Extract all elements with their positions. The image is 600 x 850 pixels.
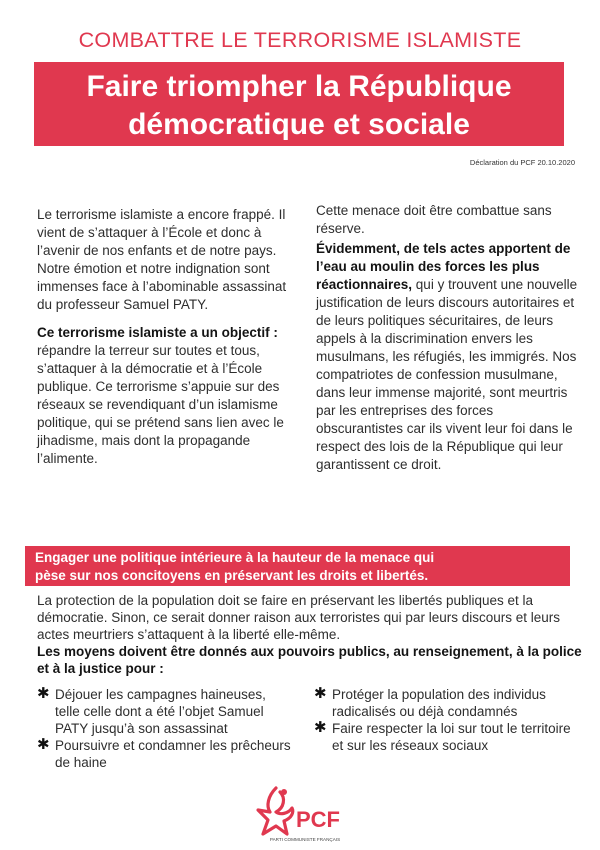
right-column	[316, 202, 578, 474]
policy-banner-line-1: Engager une politique intérieure à la hauteur de la menace qui	[35, 550, 435, 565]
measures-right	[314, 686, 576, 754]
measure-text: Déjouer les campagnes haineuses, telle celle dont a été l’objet Samuel PATY jusqu’à son assassinat	[55, 687, 266, 736]
measures-left	[37, 686, 292, 771]
declaration-date: Déclaration du PCF 20.10.2020	[469, 158, 575, 167]
paragraph-objective	[37, 324, 287, 468]
star-icon	[258, 788, 293, 834]
policy-banner-line-2: pèse sur nos concitoyens en préservant les droits et libertés.	[35, 568, 429, 583]
reactionary-text: qui y trouvent une nouvelle justification de leurs discours autoritaires et de leurs politiques sécuritaires, de leurs appels à la discrimination envers les musulmans, les réfugiés, les immigrés. Nos compatriotes de confession musulmane, dans leur immense majorité, sont meurtris par les entreprises des forces obscurantistes car ils vivent leur foi dans le respect des lois de la République qui leur garantissent ce droit.	[316, 277, 578, 472]
measure-item	[37, 737, 292, 771]
headline-banner	[34, 62, 564, 146]
policy-banner	[25, 546, 570, 586]
measure-item	[314, 720, 576, 754]
pcf-logo	[250, 782, 360, 844]
asterisk-bullet-icon: ✱	[314, 685, 327, 702]
asterisk-bullet-icon: ✱	[314, 719, 327, 736]
paragraph-attack: Le terrorisme islamiste a encore frappé. Il vient de s’attaquer à l’École et donc à l’avenir de nos enfants et de notre pays. Notre émotion et notre indignation sont immenses face à l’abominable assassinat du professeur Samuel PATY.	[37, 207, 287, 312]
headline-line-2: démocratique et sociale	[128, 108, 470, 141]
paragraph-reactionary	[316, 240, 578, 474]
paragraph-threat: Cette menace doit être combattue sans réserve.	[316, 203, 552, 236]
measure-text: Faire respecter la loi sur tout le territoire et sur les réseaux sociaux	[332, 721, 571, 753]
measure-text: Protéger la population des individus radicalisés ou déjà condamnés	[332, 687, 546, 719]
supertitle: COMBATTRE LE TERRORISME ISLAMISTE	[78, 28, 522, 52]
left-column	[37, 206, 287, 468]
logo-text: PCF	[296, 807, 340, 832]
reactionary-heading: Évidemment, de tels actes apportent de l’eau au moulin des forces les plus réactionnaires,	[316, 241, 571, 292]
objective-heading: Ce terrorisme islamiste a un objectif :	[37, 325, 278, 340]
policy-paragraph: La protection de la population doit se faire en préservant les libertés publiques et la démocratie. Sinon, ce serait donner raison aux terroristes qui par leurs discours et leurs actes meurtriers s’attaquent à la liberté elle-même.	[37, 593, 560, 642]
policy-body	[37, 592, 585, 677]
measure-item	[37, 686, 292, 737]
objective-text: répandre la terreur sur toutes et tous, s’attaquer à la démocratie et à l’École publique. Ce terrorisme s’appuie sur des réseaux se revendiquant d’un islamisme politique, qui se prétend sans lien avec le jihadisme, mais dont la propagande l’alimente.	[37, 343, 284, 466]
logo-subtext: PARTI COMMUNISTE FRANÇAIS	[269, 837, 341, 842]
measure-text: Poursuivre et condamner les prêcheurs de haine	[55, 738, 291, 770]
asterisk-bullet-icon: ✱	[37, 736, 50, 753]
means-heading: Les moyens doivent être donnés aux pouvoirs publics, au renseignement, à la police et à la justice pour :	[37, 644, 582, 676]
measure-item	[314, 686, 576, 720]
headline-line-1: Faire triompher la République	[86, 70, 512, 103]
asterisk-bullet-icon: ✱	[37, 685, 50, 702]
